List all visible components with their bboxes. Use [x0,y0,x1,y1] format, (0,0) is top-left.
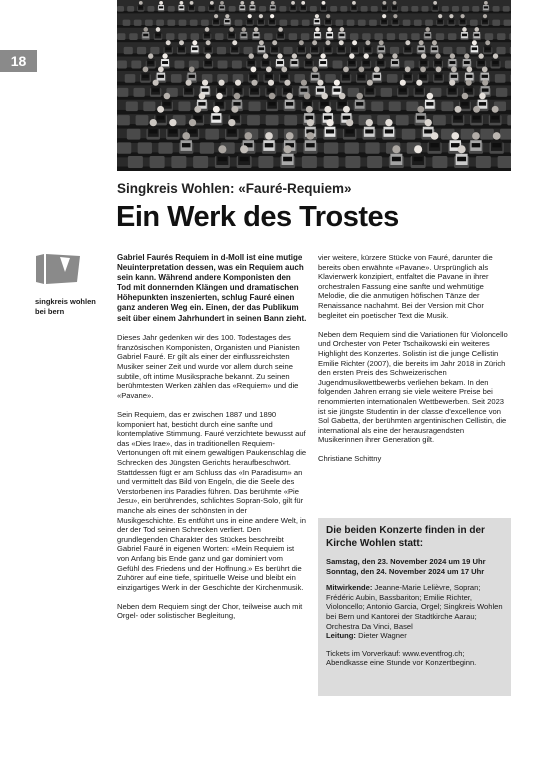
logo-line-2: bei bern [35,306,65,316]
page-number: 18 [0,50,37,72]
article-headline: Ein Werk des Trostes [116,201,399,233]
article-author: Christiane Schittny [318,454,382,464]
concert-date-2: Sonntag, den 24. November 2024 um 17 Uhr [326,566,485,576]
performers [326,583,503,641]
article-paragraph: Sein Requiem, das er zwischen 1887 und 1890 komponiert hat, besticht durch eine sanfte und kontemplative Stimmung. Fauré verzichtete bewusst auf das «Dies Irae», das in traditionellen Requiem-Vertonungen oft mit einem gewaltigen Paukenschlag die Schrecken des Jüngsten Gerichts heraufbeschwört. Stattdessen fügt er am Schluss das «In Paradisum» an und vermittelt das Bild von Engeln, die die Seele des Verstorbenen ins Paradies führen. Das berühmte «Pie Jesu», ein berührendes, schlichtes Sopran-Solo, gilt für manche als eines der schönsten in der Musikgeschichte. Es entführt uns in eine andere Welt, in der der Tod seinen Schrecken verliert. Den grundlegenden Charakter des Stückes beschreibt Gabriel Fauré in eigenen Worten: «Mein Requiem ist von Anfang bis Ende ganz und gar dominiert vom Gefühl des Friedens und der Hoffnung.» Es berührt die Zuhörer auf eine tiefe, spirituelle Weise und bleibt ein einzigartiges Werk in der Geschichte der Kirchenmusik. [117,410,307,592]
article-kicker: Singkreis Wohlen: «Fauré-Requiem» [117,181,352,196]
article-paragraph: Neben dem Requiem singt der Chor, teilweise auch mit Orgel- oder solistischer Begleitung, [117,601,303,621]
info-box-title: Die beiden Konzerte finden in der Kirche Wohlen statt: [326,525,485,549]
logo-text [35,297,115,316]
choir-photo [117,0,511,171]
article-column-2 [318,253,511,474]
conductor-text: Dieter Wagner [355,631,407,641]
concert-date-1: Samstag, den 23. November 2024 um 19 Uhr [326,557,486,566]
ticket-info: Tickets im Vorverkauf: www.eventfrog.ch; Abendkasse eine Stunde vor Konzertbeginn. [326,648,477,668]
article-paragraph: Dieses Jahr gedenken wir des 100. Todestages des französischen Komponisten, Organisten und Pianisten Gabriel Fauré. Er gilt als einer der einflussreichsten Musiker seiner Zeit und wurde vor allem durch seine subtile, oft intime Musiksprache bekannt. Zu seinen berühmtesten Werken zählen das «Requiem» und die «Pavane». [117,333,300,400]
logo-line-1: singkreis wohlen [35,297,96,306]
article-paragraph: vier weitere, kürzere Stücke von Fauré, darunter die bereits oben erwähnte «Pavane». Ursprünglich als Klavierwerk konzipiert, entfaltet die Pavane in ihrer orchestralen Fassung eine sanfte und wehmütige Melodie, die die anmutigen höfischen Tänze der Renaissance nachahmt. Bei der Version mit Chor begleitet ein poetischer Text die Musik. [318,253,493,320]
performers-label: Mitwirkende: [326,583,373,593]
article-lead: Gabriel Faurés Requiem in d-Moll ist eine mutige Neuinterpretation dessen, was ein Requiem auch sein kann. Während andere Komponisten den Tod mit donnernden Klängen und dramatischen Höhepunkten inszenierten, schlug Fauré einen ganz anderen Weg ein. Einen, der das Publikum seit über einem Jahrhundert in seinen Bann zieht. [117,253,307,323]
concert-dates [326,557,503,576]
concert-info-box [318,518,511,696]
article-column-1 [117,253,307,631]
singkreis-logo-icon [36,254,80,284]
article-paragraph: Neben dem Requiem sind die Variationen für Violoncello und Orchester von Peter Tschaikowski ein weiteres Highlight des Konzertes. Solistin ist die junge Cellistin Emilie Richter (2007), die bereits im Jahr 2018 in Zürich den ersten Preis des Schweizerischen Jugendmusikwettbewerbs verliehen bekam. In den folgenden Jahren errang sie viele weitere Preise bei renommierten internationalen Wettbewerben. Seit 2023 ist sie jüngste Studentin in der classe d'excellence von Sol Gabetta, der berühmten argentinischen Cellistin, die international als eine der herausragendsten Musikerinnen ihrer Generation gilt. [318,329,508,445]
conductor-label: Leitung: [326,631,356,641]
performers-text: Jeanne-Marie Lelièvre, Sopran; Frédéric Aubin, Bassbariton; Emilie Richter, Violoncello; Antonio Garcia, Orgel; Singkreis Wohlen bei Bern und Kantorei der Stadtkirche Aarau; Orchestra Da Vinci, Basel [326,583,503,631]
